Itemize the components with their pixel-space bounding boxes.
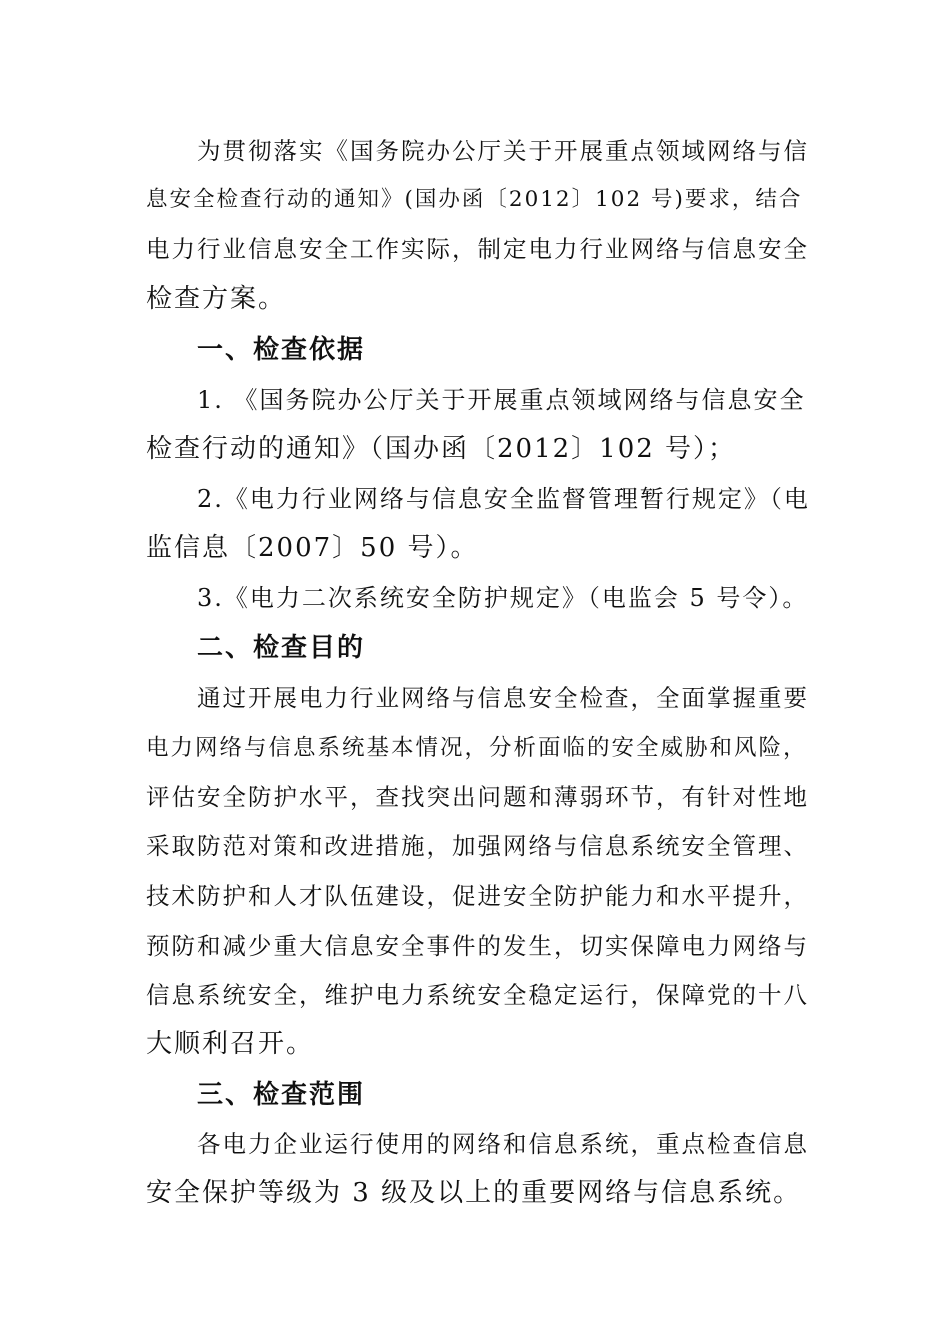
basis-item-2-line-2: 监信息〔2007〕50 号）。 [146,533,479,563]
scope-line-2: 安全保护等级为 3 级及以上的重要网络与信息系统。 [146,1178,802,1208]
intro-line-3: 电力行业信息安全工作实际，制定电力行业网络与信息安全 [146,235,809,263]
section-heading-basis: 一、检查依据 [197,335,366,365]
purpose-line-3: 评估安全防护水平，查找突出问题和薄弱环节，有针对性地 [146,783,809,811]
basis-item-2-line-1: 2.《电力行业网络与信息安全监督管理暂行规定》（电 [197,485,810,513]
purpose-line-7: 信息系统安全，维护电力系统安全稳定运行，保障党的十八 [146,981,809,1009]
intro-line-1: 为贯彻落实《国务院办公厅关于开展重点领域网络与信 [197,137,809,165]
purpose-line-6: 预防和减少重大信息安全事件的发生，切实保障电力网络与 [146,932,809,960]
purpose-line-8: 大顺利召开。 [146,1029,315,1059]
basis-item-1-line-2: 检查行动的通知》（国办函〔2012〕102 号）； [146,434,737,464]
basis-item-3: 3.《电力二次系统安全防护规定》（电监会 5 号令）。 [197,584,809,612]
purpose-line-2: 电力网络与信息系统基本情况，分析面临的安全威胁和风险， [146,735,808,761]
purpose-line-5: 技术防护和人才队伍建设，促进安全防护能力和水平提升， [146,882,809,910]
purpose-line-4: 采取防范对策和改进措施，加强网络与信息系统安全管理、 [146,832,809,860]
section-heading-scope: 三、检查范围 [197,1080,366,1110]
basis-item-1-line-1: 1. 《国务院办公厅关于开展重点领域网络与信息安全 [197,386,806,414]
purpose-line-1: 通过开展电力行业网络与信息安全检查，全面掌握重要 [197,684,809,712]
intro-line-4: 检查方案。 [146,284,287,314]
scope-line-1: 各电力企业运行使用的网络和信息系统，重点检查信息 [197,1130,809,1158]
intro-line-2: 息安全检查行动的通知》(国办函〔2012〕102 号)要求，结合 [146,187,803,212]
section-heading-purpose: 二、检查目的 [197,633,366,663]
